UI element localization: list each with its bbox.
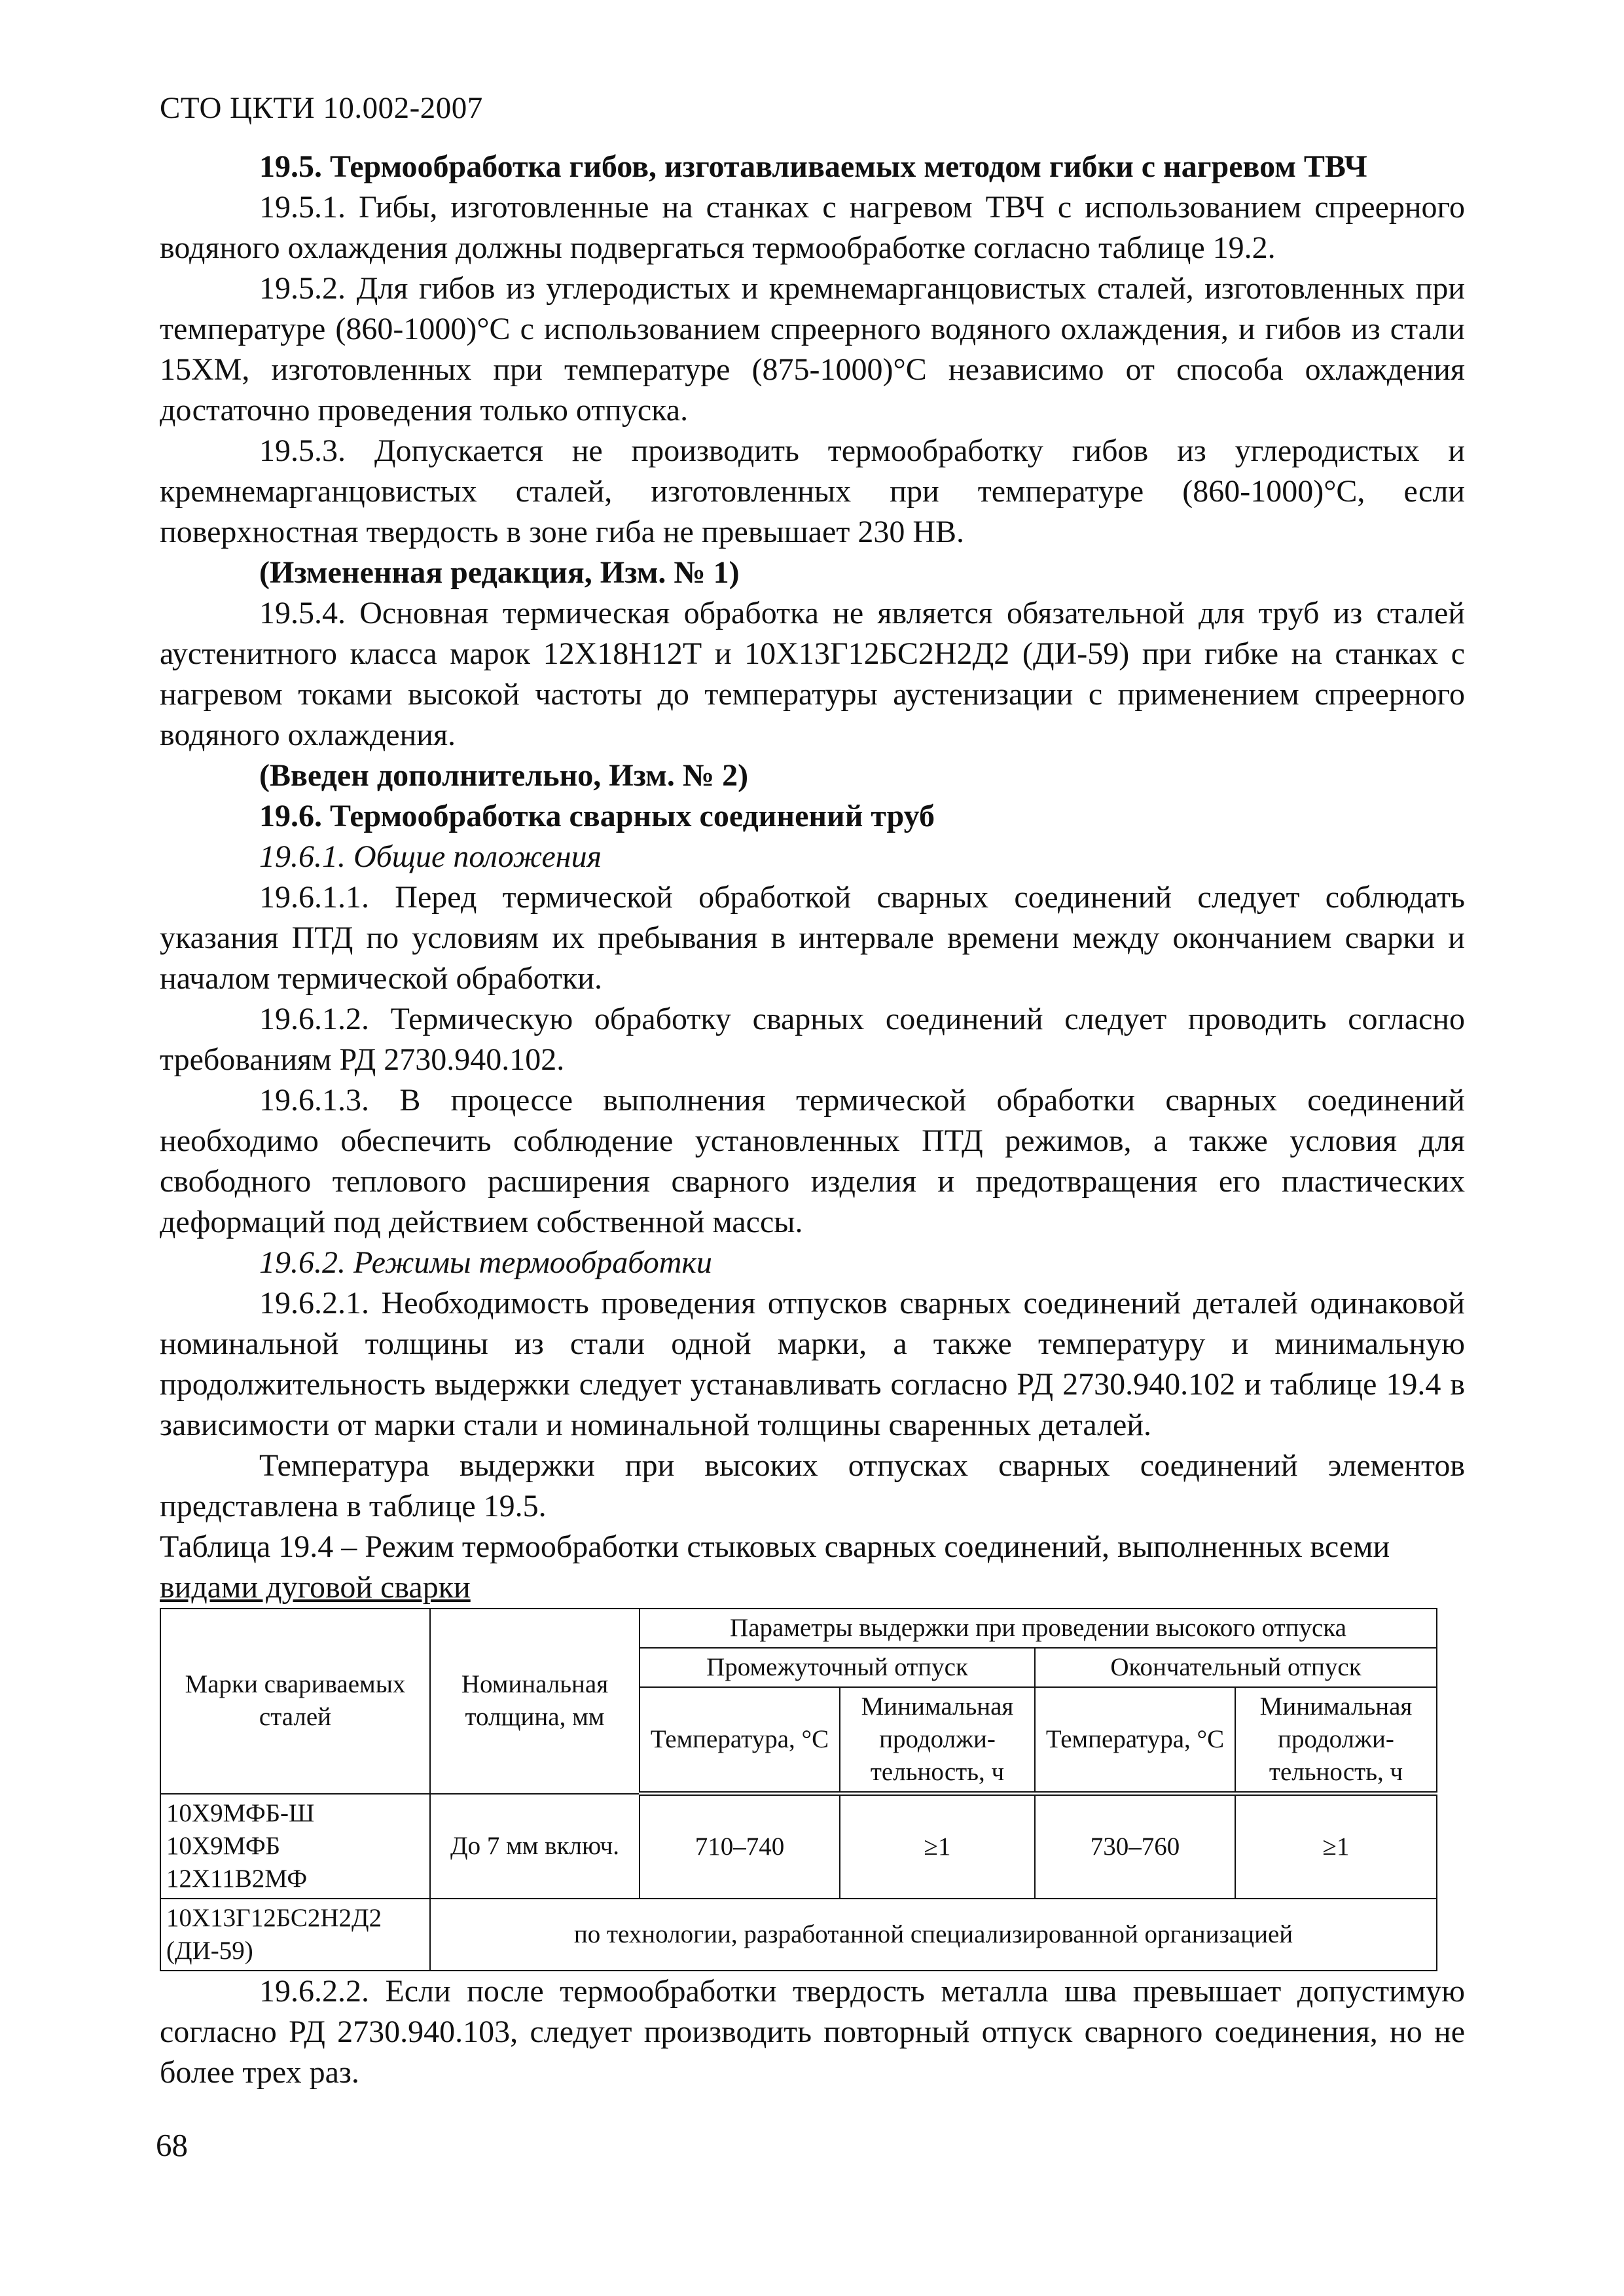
heat-treatment-table xyxy=(160,1608,1437,1971)
subsection-19-6-2-title: 19.6.2. Режимы термообработки xyxy=(259,1245,712,1280)
table-head-thickness: Номинальная толщина, мм xyxy=(430,1609,640,1794)
paragraph-19-6-1-2: 19.6.1.2. Термическую обработку сварных соединений следует проводить согласно требованиям РД 2730.940.102. xyxy=(160,1002,1465,1077)
table-head-steel-grades: Марки свариваемых сталей xyxy=(160,1609,430,1794)
table-head-temperature-intermediate: Температура, °С xyxy=(640,1687,840,1794)
amendment-note-1: (Измененная редакция, Изм. № 1) xyxy=(259,555,740,590)
table-row xyxy=(160,1794,1437,1899)
paragraph-19-6-1-1: 19.6.1.1. Перед термической обработкой сварных соединений следует соблюдать указания ПТД по условиям их пребывания в интервале времени между окончанием сварки и началом термической обработки. xyxy=(160,880,1465,996)
table-caption-line-1: Таблица 19.4 – Режим термообработки стыковых сварных соединений, выполненных всеми xyxy=(160,1529,1390,1564)
steel-grade: 12Х11В2МФ xyxy=(166,1864,308,1893)
paragraph-19-6-2-2: 19.6.2.2. Если после термообработки твердость металла шва превышает допустимую согласно РД 2730.940.103, следует производить повторный отпуск сварного соединения, но не более трех раз. xyxy=(160,1973,1465,2090)
table-cell-duration-intermediate: ≥1 xyxy=(840,1794,1035,1899)
paragraph-19-5-1: 19.5.1. Гибы, изготовленные на станках с нагревом ТВЧ с использованием спреерного водяного охлаждения должны подвергаться термообработке согласно таблице 19.2. xyxy=(160,190,1465,265)
page-number: 68 xyxy=(156,2127,188,2163)
table-cell-technology-note: по технологии, разработанной специализированной организацией xyxy=(430,1899,1437,1971)
table-cell-steel-grade-di59: 10Х13Г12БС2Н2Д2 (ДИ-59) xyxy=(160,1899,430,1971)
table-cell-temperature-intermediate: 710–740 xyxy=(640,1794,840,1899)
paragraph-19-6-1-3: 19.6.1.3. В процессе выполнения термической обработки сварных соединений необходимо обеспечить соблюдение установленных ПТД режимов, а также условия для свободного теплового расширения сварного изделия и предотвращения его пластических деформаций под действием собственной массы. xyxy=(160,1083,1465,1239)
paragraph-19-5-2: 19.5.2. Для гибов из углеродистых и кремнемарганцовистых сталей, изготовленных при температуре (860-1000)°С с использованием спреерного водяного охлаждения, и гибов из стали 15ХМ, изготовленных при температуре (875-1000)°С независимо от способа охлаждения достаточно проведения только отпуска. xyxy=(160,271,1465,428)
table-cell-thickness: До 7 мм включ. xyxy=(430,1794,640,1899)
subsection-19-6-1-title: 19.6.1. Общие положения xyxy=(259,839,602,874)
table-head-temperature-final: Температура, °С xyxy=(1035,1687,1235,1794)
table-head-duration-final: Минимальная продолжи-тельность, ч xyxy=(1235,1687,1437,1794)
table-cell-duration-final: ≥1 xyxy=(1235,1794,1437,1899)
table-head-parameters: Параметры выдержки при проведении высокого отпуска xyxy=(640,1609,1437,1648)
paragraph-19-5-3: 19.5.3. Допускается не производить термообработку гибов из углеродистых и кремнемарганцовистых сталей, изготовленных при температуре (860-1000)°С, если поверхностная твердость в зоне гиба не превышает 230 НВ. xyxy=(160,433,1465,549)
table-cell-steel-grades xyxy=(160,1794,430,1899)
section-19-5-title: 19.5. Термообработка гибов, изготавливаемых методом гибки с нагревом ТВЧ xyxy=(259,149,1367,184)
table-cell-temperature-final: 730–760 xyxy=(1035,1794,1235,1899)
table-row xyxy=(160,1899,1437,1971)
table-head-duration-intermediate: Минимальная продолжи-тельность, ч xyxy=(840,1687,1035,1794)
paragraph-19-6-2-1: 19.6.2.1. Необходимость проведения отпусков сварных соединений деталей одинаковой номинальной толщины из стали одной марки, а также температуру и минимальную продолжительность выдержки следует устанавливать согласно РД 2730.940.102 и таблице 19.4 в зависимости от марки стали и номинальной толщины сваренных деталей. xyxy=(160,1286,1465,1442)
steel-grade: 10Х9МФБ xyxy=(166,1831,281,1860)
document-header-code: СТО ЦКТИ 10.002-2007 xyxy=(160,91,483,125)
paragraph-table-reference: Температура выдержки при высоких отпусках сварных соединений элементов представлена в таблице 19.5. xyxy=(160,1448,1465,1523)
amendment-note-2: (Введен дополнительно, Изм. № 2) xyxy=(259,758,749,793)
table-caption-line-2: видами дуговой сварки xyxy=(160,1570,471,1605)
steel-grade: 10Х9МФБ-Ш xyxy=(166,1798,315,1827)
section-19-6-title: 19.6. Термообработка сварных соединений труб xyxy=(259,799,935,833)
table-head-final-tempering: Окончательный отпуск xyxy=(1035,1648,1437,1687)
paragraph-19-5-4: 19.5.4. Основная термическая обработка не является обязательной для труб из сталей аустенитного класса марок 12Х18Н12Т и 10Х13Г12БС2Н2Д2 (ДИ-59) при гибке на станках с нагревом токами высокой частоты до температуры аустенизации с применением спреерного водяного охлаждения. xyxy=(160,596,1465,752)
page-content xyxy=(160,147,1465,2093)
table-head-intermediate-tempering: Промежуточный отпуск xyxy=(640,1648,1035,1687)
